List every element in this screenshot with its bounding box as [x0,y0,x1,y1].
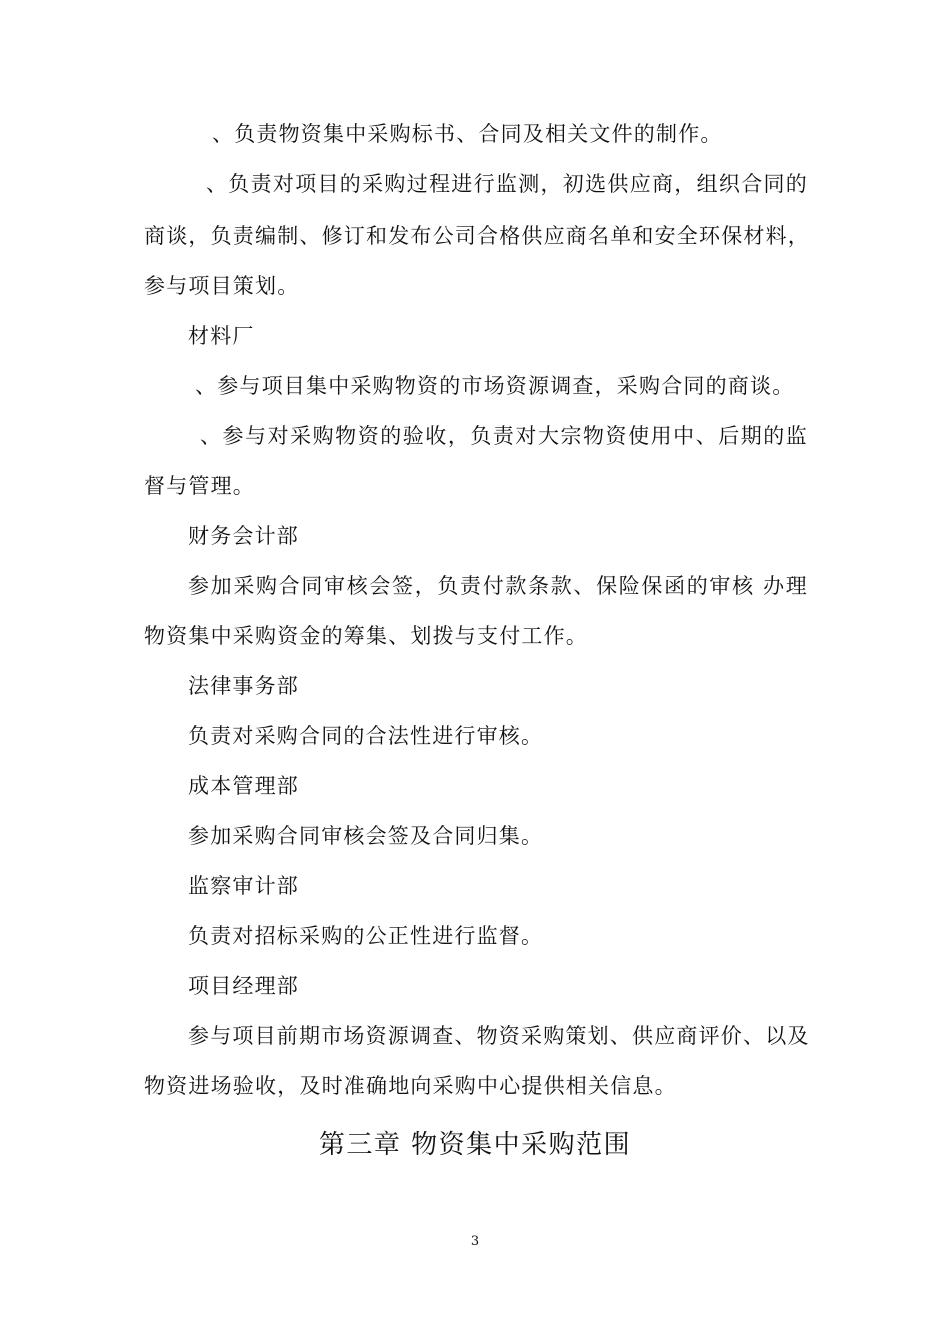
text-line: 参与项目前期市场资源调查、物资采购策划、供应商评价、以及 [188,1024,810,1048]
text-line: 、负责物资集中采购标书、合同及相关文件的制作。 [212,122,723,146]
chapter-title: 第三章 物资集中采购范围 [318,1130,632,1160]
section-heading: 法律事务部 [188,674,299,698]
text-line: 、参与对采购物资的验收，负责对大宗物资使用中、后期的监 [200,424,808,448]
section-heading: 监察审计部 [188,874,299,898]
section-heading: 财务会计部 [188,524,299,548]
text-line: 负责对采购合同的合法性进行审核。 [188,724,544,748]
text-line: 参加采购合同审核会签，负责付款条款、保险保函的审核 办理 [188,574,808,598]
text-line: 、负责对项目的采购过程进行监测，初选供应商，组织合同的 [206,172,808,196]
text-line: 物资集中采购资金的筹集、划拨与支付工作。 [144,624,588,648]
text-line: 参加采购合同审核会签及合同归集。 [188,824,544,848]
text-line: 商谈，负责编制、修订和发布公司合格供应商名单和安全环保材料， [144,224,810,248]
text-line: 负责对招标采购的公正性进行监督。 [188,924,544,948]
text-line: 参与项目策划。 [144,274,300,298]
page-number: 3 [470,1234,480,1249]
text-line: 、参与项目集中采购物资的市场资源调查，采购合同的商谈。 [195,374,795,398]
text-line: 督与管理。 [144,474,255,498]
section-heading: 成本管理部 [188,774,299,798]
section-heading: 项目经理部 [188,974,299,998]
text-line: 物资进场验收，及时准确地向采购中心提供相关信息。 [144,1074,677,1098]
section-heading: 材料厂 [188,324,255,348]
